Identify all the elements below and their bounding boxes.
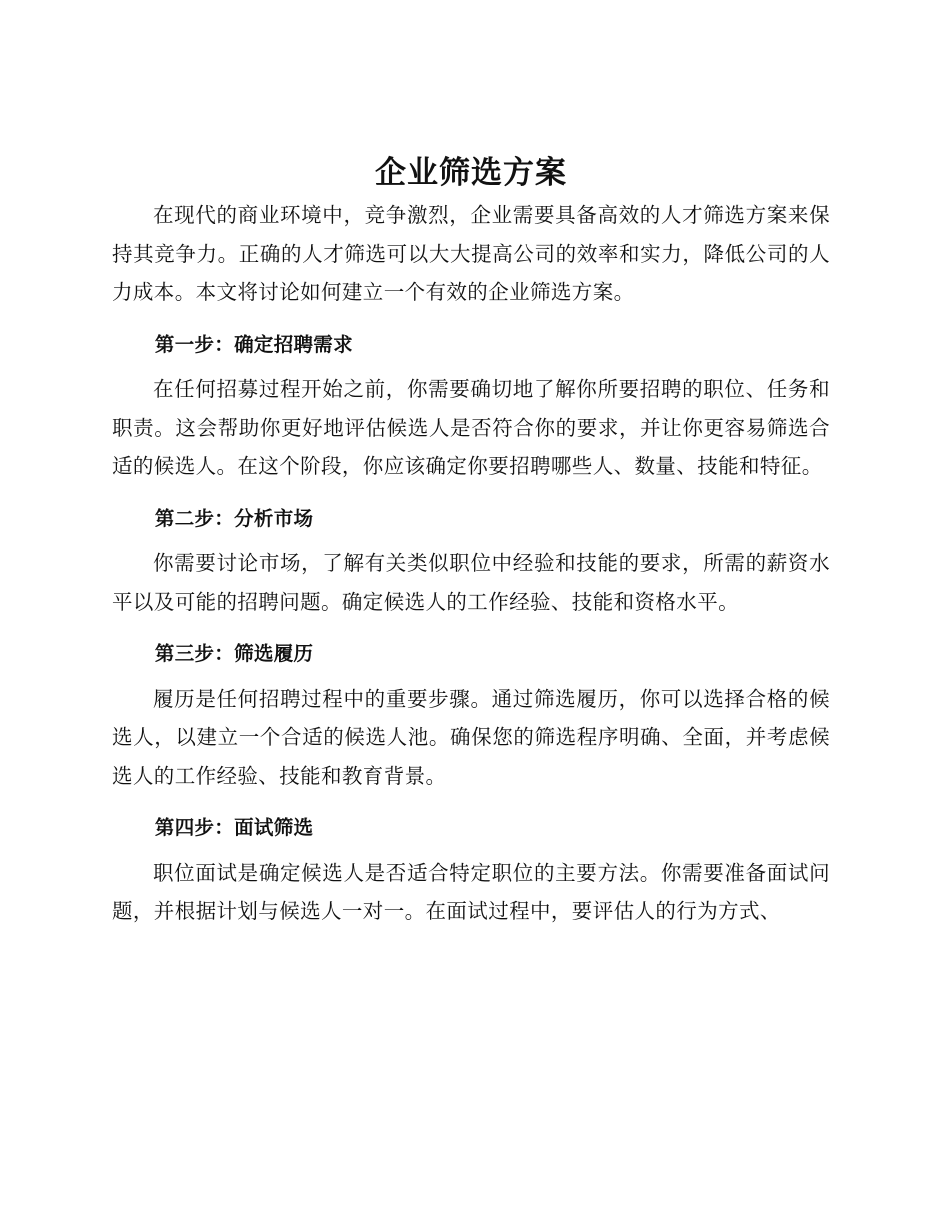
section-body-step-4: 职位面试是确定候选人是否适合特定职位的主要方法。你需要准备面试问题，并根据计划与候选人一对一。在面试过程中，要评估人的行为方式、	[112, 860, 830, 923]
spacer	[112, 312, 830, 326]
document-page	[112, 150, 830, 931]
intro-paragraph: 在现代的商业环境中，竞争激烈，企业需要具备高效的人才筛选方案来保持其竞争力。正确的人才筛选可以大大提高公司的效率和实力，降低公司的人力成本。本文将讨论如何建立一个有效的企业筛选方案。	[112, 203, 830, 304]
section-body-step-2: 你需要讨论市场，了解有关类似职位中经验和技能的要求，所需的薪资水平以及可能的招聘问题。确定候选人的工作经验、技能和资格水平。	[112, 551, 830, 614]
section-heading-step-3: 第三步：筛选履历	[154, 642, 314, 665]
section-body-step-1: 在任何招募过程开始之前，你需要确切地了解你所要招聘的职位、任务和职责。这会帮助你更好地评估候选人是否符合你的要求，并让你更容易筛选合适的候选人。在这个阶段，你应该确定你要招聘哪些人、数量、技能和特征。	[112, 377, 830, 478]
section-heading-step-4: 第四步：面试筛选	[154, 816, 314, 839]
spacer	[112, 486, 830, 500]
section-body-step-3: 履历是任何招聘过程中的重要步骤。通过筛选履历，你可以选择合格的候选人，以建立一个合适的候选人池。确保您的筛选程序明确、全面，并考虑候选人的工作经验、技能和教育背景。	[112, 686, 830, 788]
spacer	[112, 621, 830, 635]
section-heading-step-1: 第一步：确定招聘需求	[154, 332, 353, 356]
document-title: 企业筛选方案	[375, 155, 567, 191]
spacer	[112, 795, 830, 809]
section-heading-step-2: 第二步：分析市场	[154, 506, 314, 530]
